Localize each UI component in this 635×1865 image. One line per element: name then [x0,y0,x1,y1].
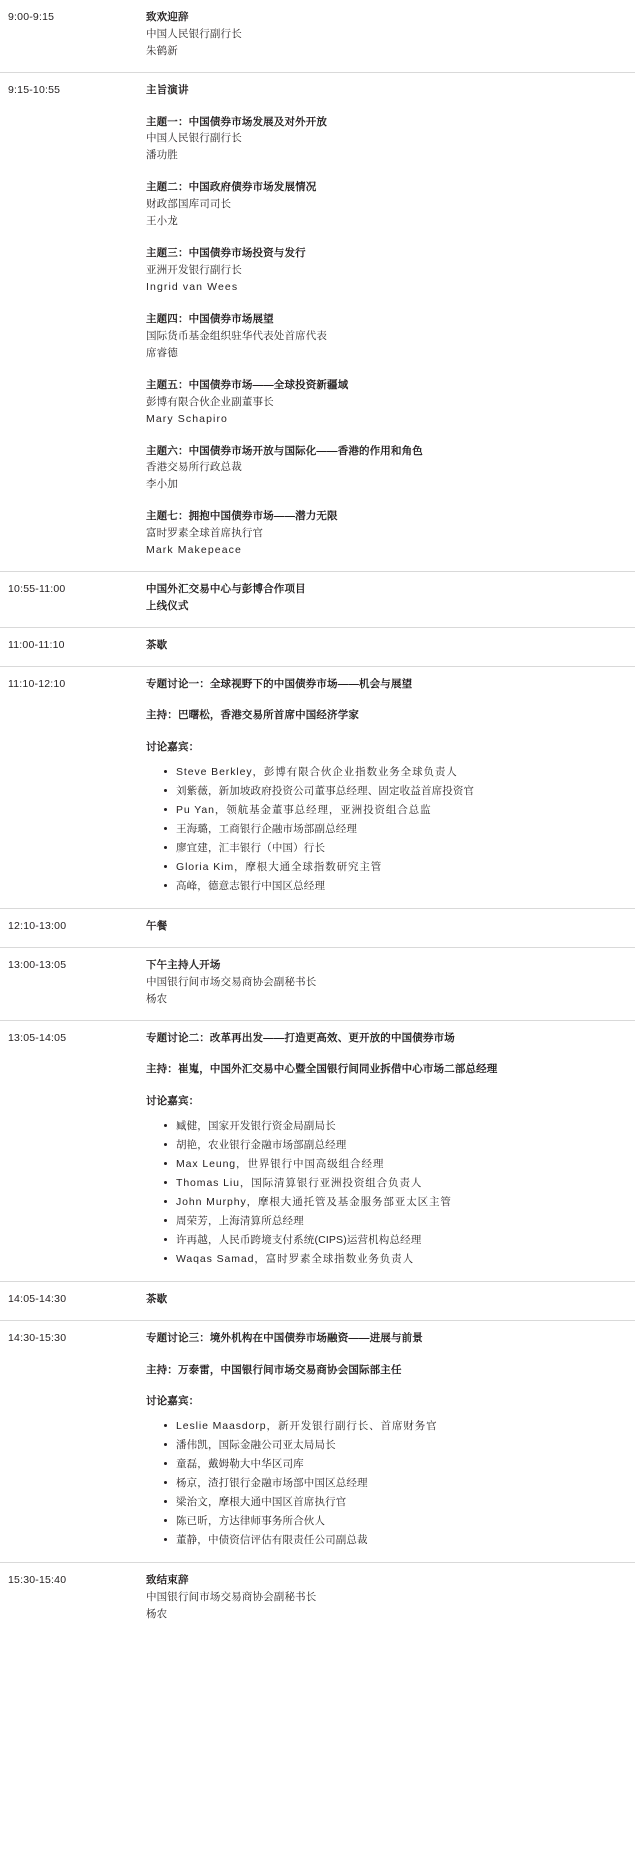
speaker-line: 中国人民银行副行长 [146,27,242,40]
session-title: 专题讨论三：境外机构在中国债券市场融资——进展与前景 [146,1331,423,1344]
session-title: 下午主持人开场 [146,958,221,971]
speaker-line: 潘功胜 [146,149,178,162]
agenda-row [0,667,635,909]
session-time: 11:00-11:10 [8,638,65,651]
speaker-line: Mary Schapiro [146,412,228,425]
session-title: 主题六：中国债券市场开放与国际化——香港的作用和角色 [146,444,423,457]
agenda-row [0,1563,635,1635]
session-block [146,1330,621,1550]
session-block [146,676,621,896]
session-time: 13:00-13:05 [8,958,67,971]
session-time: 9:00-9:15 [8,11,55,23]
session-content [146,918,635,935]
panel-guest-item: 杨京，渣打银行金融市场部中国区总经理 [164,1474,621,1493]
panel-guest-item: Max Leung，世界银行中国高级组合经理 [164,1155,621,1174]
speaker-line: 香港交易所行政总裁 [146,461,242,474]
session-block [146,377,621,428]
panel-guest-list [146,1117,621,1269]
session-content [146,1291,635,1308]
session-time: 9:15-10:55 [8,83,61,96]
session-time: 15:30-15:40 [8,1574,67,1587]
session-time: 14:30-15:30 [8,1331,67,1344]
panel-guest-list [146,1417,621,1550]
session-block [146,957,621,1008]
panel-guest-item: 王海璐，工商银行企融市场部副总经理 [164,820,621,839]
speaker-line: 财政部国库司司长 [146,198,232,211]
speaker-line: 中国人民银行副行长 [146,132,242,145]
session-time: 12:10-13:00 [8,919,67,932]
agenda-row [0,628,635,667]
panel-guests-label: 讨论嘉宾： [146,1395,200,1408]
agenda-row [0,73,635,572]
agenda-row [0,909,635,948]
session-block [146,508,621,559]
session-title: 主题一：中国债券市场发展及对外开放 [146,115,328,128]
panel-moderator: 主持：巴曙松，香港交易所首席中国经济学家 [146,709,359,722]
session-content [146,676,635,896]
panel-guest-item: 刘紫薇，新加坡政府投资公司董事总经理、固定收益首席投资官 [164,782,621,801]
agenda-row [0,1321,635,1563]
session-block [146,245,621,296]
panel-guest-list [146,763,621,896]
panel-guest-item: Pu Yan，领航基金董事总经理，亚洲投资组合总监 [164,801,621,820]
panel-guest-item: 臧健，国家开发银行资金局副局长 [164,1117,621,1136]
session-title: 中国外汇交易中心与彭博合作项目 [146,583,306,596]
speaker-line: 中国银行间市场交易商协会副秘书长 [146,975,317,988]
session-content [146,1572,635,1623]
session-block [146,1030,621,1269]
session-title: 茶歇 [146,638,168,651]
session-block [146,114,621,165]
speaker-line: 杨农 [146,992,168,1005]
panel-guest-item: 许再越，人民币跨境支付系统(CIPS)运营机构总经理 [164,1231,621,1250]
panel-guest-item: Thomas Liu，国际清算银行亚洲投资组合负责人 [164,1174,621,1193]
speaker-line: 王小龙 [146,215,178,228]
session-block [146,443,621,494]
panel-guest-item: 胡艳，农业银行金融市场部副总经理 [164,1136,621,1155]
agenda-row [0,948,635,1021]
session-title: 主题五：中国债券市场——全球投资新疆域 [146,378,349,391]
speaker-line: 彭博有限合伙企业副董事长 [146,395,274,408]
session-title: 午餐 [146,919,168,932]
session-title: 致结束辞 [146,1574,189,1587]
session-title: 主题七：拥抱中国债券市场——潜力无限 [146,510,338,523]
session-block [146,311,621,362]
panel-guest-item: Leslie Maasdorp，新开发银行副行长、首席财务官 [164,1417,621,1436]
speaker-line: 席睿德 [146,346,178,359]
session-block [146,1572,621,1623]
session-block [146,581,621,615]
session-time: 14:05-14:30 [8,1292,67,1305]
panel-guest-item: 陈已昕，方达律师事务所合伙人 [164,1512,621,1531]
panel-guest-item: 董静，中债资信评估有限责任公司副总裁 [164,1531,621,1550]
agenda-row [0,0,635,73]
panel-guests-label: 讨论嘉宾： [146,1095,200,1108]
speaker-line: 富时罗素全球首席执行官 [146,527,264,540]
panel-guests-label: 讨论嘉宾： [146,741,200,754]
speaker-line: Mark Makepeace [146,544,242,557]
session-title: 专题讨论一：全球视野下的中国债券市场——机会与展望 [146,677,413,690]
session-title: 专题讨论二：改革再出发——打造更高效、更开放的中国债券市场 [146,1031,455,1044]
session-block [146,82,621,99]
panel-guest-item: Gloria Kim，摩根大通全球指数研究主管 [164,858,621,877]
panel-guest-item: Steve Berkley，彭博有限合伙企业指数业务全球负责人 [164,763,621,782]
speaker-line: 朱鹤新 [146,44,178,57]
panel-moderator: 主持：崔嵬，中国外汇交易中心暨全国银行间同业拆借中心市场二部总经理 [146,1063,498,1076]
session-content [146,1330,635,1550]
session-content [146,1030,635,1269]
session-content [146,637,635,654]
session-time: 10:55-11:00 [8,583,66,596]
session-content [146,82,635,559]
session-content [146,581,635,615]
panel-guest-item: 潘伟凯，国际金融公司亚太局局长 [164,1436,621,1455]
session-time: 13:05-14:05 [8,1031,67,1044]
panel-guest-item: 高峰，德意志银行中国区总经理 [164,877,621,896]
session-title: 主旨演讲 [146,83,189,96]
agenda-row [0,572,635,628]
session-content [146,957,635,1008]
panel-guest-item: John Murphy，摩根大通托管及基金服务部亚太区主管 [164,1193,621,1212]
session-title: 主题四：中国债券市场展望 [146,312,274,325]
speaker-line: 中国银行间市场交易商协会副秘书长 [146,1590,317,1603]
session-title: 主题三：中国债券市场投资与发行 [146,247,306,260]
panel-guest-item: 廖宜建，汇丰银行（中国）行长 [164,839,621,858]
session-title: 茶歇 [146,1292,168,1305]
speaker-line: 杨农 [146,1607,168,1620]
session-block [146,9,621,60]
agenda-row [0,1282,635,1321]
session-time: 11:10-12:10 [8,677,66,690]
panel-moderator: 主持：万泰雷，中国银行间市场交易商协会国际部主任 [146,1363,402,1376]
session-title: 致欢迎辞 [146,11,189,23]
session-block [146,179,621,230]
session-block [146,1291,621,1308]
speaker-line: 国际货币基金组织驻华代表处首席代表 [146,329,328,342]
panel-guest-item: 周荣芳，上海清算所总经理 [164,1212,621,1231]
panel-guest-item: 童磊，戴姆勒大中华区司库 [164,1455,621,1474]
session-block [146,918,621,935]
session-content [146,9,635,60]
speaker-line: 亚洲开发银行副行长 [146,263,242,276]
speaker-line: 李小加 [146,478,178,491]
session-title: 主题二：中国政府债券市场发展情况 [146,181,317,194]
agenda-row [0,1021,635,1282]
panel-guest-item: Waqas Samad，富时罗素全球指数业务负责人 [164,1250,621,1269]
speaker-line: Ingrid van Wees [146,280,239,293]
panel-guest-item: 梁治文，摩根大通中国区首席执行官 [164,1493,621,1512]
session-block [146,637,621,654]
session-subtitle: 上线仪式 [146,599,189,612]
